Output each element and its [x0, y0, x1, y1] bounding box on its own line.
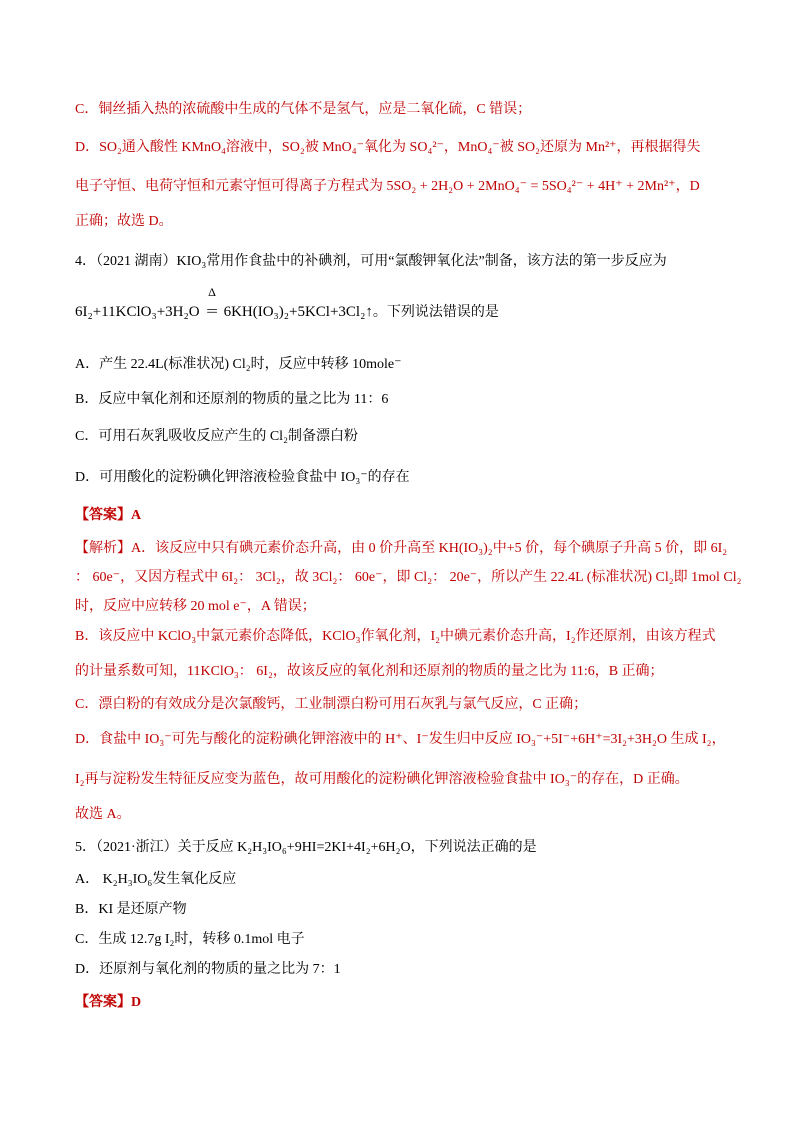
- q5-answer: 【答案】D: [75, 995, 142, 1010]
- q4-analysis-line: 的计量系数可知，11KClO₃： 6I₂，故该反应的氧化剂和还原剂的物质的量之比为 11:6，B 正确；: [75, 664, 664, 679]
- q4-analysis-line: 【解析】A．该反应中只有碘元素价态升高，由 0 价升高至 KH(IO₃)₂中+5 价，每个碘原子升高 5 价，即 6I₂: [75, 541, 728, 556]
- q4-option-b: B．反应中氧化剂和还原剂的物质的量之比为 11：6: [75, 392, 389, 407]
- q4-analysis-line: B．该反应中 KClO₃中氯元素价态降低，KClO₃作氧化剂，I₂中碘元素价态升高，I₂作还原剂，由该方程式: [75, 629, 716, 644]
- equation-sign: [199, 285, 224, 325]
- q4-analysis-line: C．漂白粉的有效成分是次氯酸钙，工业制漂白粉可用石灰乳与氯气反应，C 正确；: [75, 697, 588, 712]
- q5-stem: 5．（2021·浙江）关于反应 K₂H₃IO₆+9HI=2KI+4I₂+6H₂O，下列说法正确的是: [75, 840, 537, 855]
- q4-analysis-line: 故选 A。: [75, 807, 131, 822]
- q4-analysis-line: I₂再与淀粉发生特征反应变为蓝色，故可用酸化的淀粉碘化钾溶液检验食盐中 IO₃⁻的存在，D 正确。: [75, 772, 689, 787]
- q4-option-c: C．可用石灰乳吸收反应产生的 Cl₂制备漂白粉: [75, 429, 358, 444]
- prev-analysis-line: 电子守恒、电荷守恒和元素守恒可得离子方程式为 5SO₂ + 2H₂O + 2MnO₄⁻ = 5SO₄²⁻ + 4H⁺ + 2Mn²⁺，D: [75, 179, 700, 194]
- equation-suffix: 。下列说法错误的是: [372, 305, 499, 320]
- q4-answer: 【答案】A: [75, 508, 142, 523]
- equation-equals: =: [205, 304, 218, 320]
- q4-equation: [75, 285, 499, 325]
- q4-analysis-line: D．食盐中 IO₃⁻可先与酸化的淀粉碘化钾溶液中的 H⁺、I⁻发生归中反应 IO₃⁻+5I⁻+6H⁺=3I₂+3H₂O 生成 I₂，: [75, 732, 726, 747]
- prev-analysis-line: C．铜丝插入热的浓硫酸中生成的气体不是氢气，应是二氧化硫，C 错误；: [75, 102, 532, 117]
- q4-stem: 4．（2021 湖南）KIO₃常用作食盐中的补碘剂，可用“氯酸钾氧化法”制备，该方法的第一步反应为: [75, 254, 667, 269]
- prev-analysis-line: 正确；故选 D。: [75, 214, 173, 229]
- q5-option-d: D．还原剂与氧化剂的物质的量之比为 7：1: [75, 962, 341, 977]
- q5-option-c: C．生成 12.7g I₂时，转移 0.1mol 电子: [75, 932, 305, 947]
- q5-option-a: A． K₂H₃IO₆发生氧化反应: [75, 872, 237, 887]
- equation-condition: Δ: [207, 285, 216, 299]
- equation-right: 6KH(IO₃)₂+5KCl+3Cl₂↑: [223, 304, 373, 320]
- q4-option-a: A．产生 22.4L(标准状况) Cl₂时，反应中转移 10mole⁻: [75, 357, 402, 372]
- equation-left: 6I₂+11KClO₃+3H₂O: [75, 304, 200, 320]
- prev-analysis-line: D．SO₂通入酸性 KMnO₄溶液中，SO₂被 MnO₄⁻氧化为 SO₄²⁻，MnO₄⁻被 SO₂还原为 Mn²⁺，再根据得失: [75, 140, 701, 155]
- q4-option-d: D．可用酸化的淀粉碘化钾溶液检验食盐中 IO₃⁻的存在: [75, 470, 410, 485]
- q4-analysis-line: 时，反应中应转移 20 mol e⁻，A 错误；: [75, 599, 316, 614]
- q5-option-b: B．KI 是还原产物: [75, 902, 187, 917]
- q4-analysis-line: ： 60e⁻，又因方程式中 6I₂： 3Cl₂，故 3Cl₂： 60e⁻，即 Cl₂： 20e⁻，所以产生 22.4L (标准状况) Cl₂即 1mol Cl₂: [75, 570, 742, 585]
